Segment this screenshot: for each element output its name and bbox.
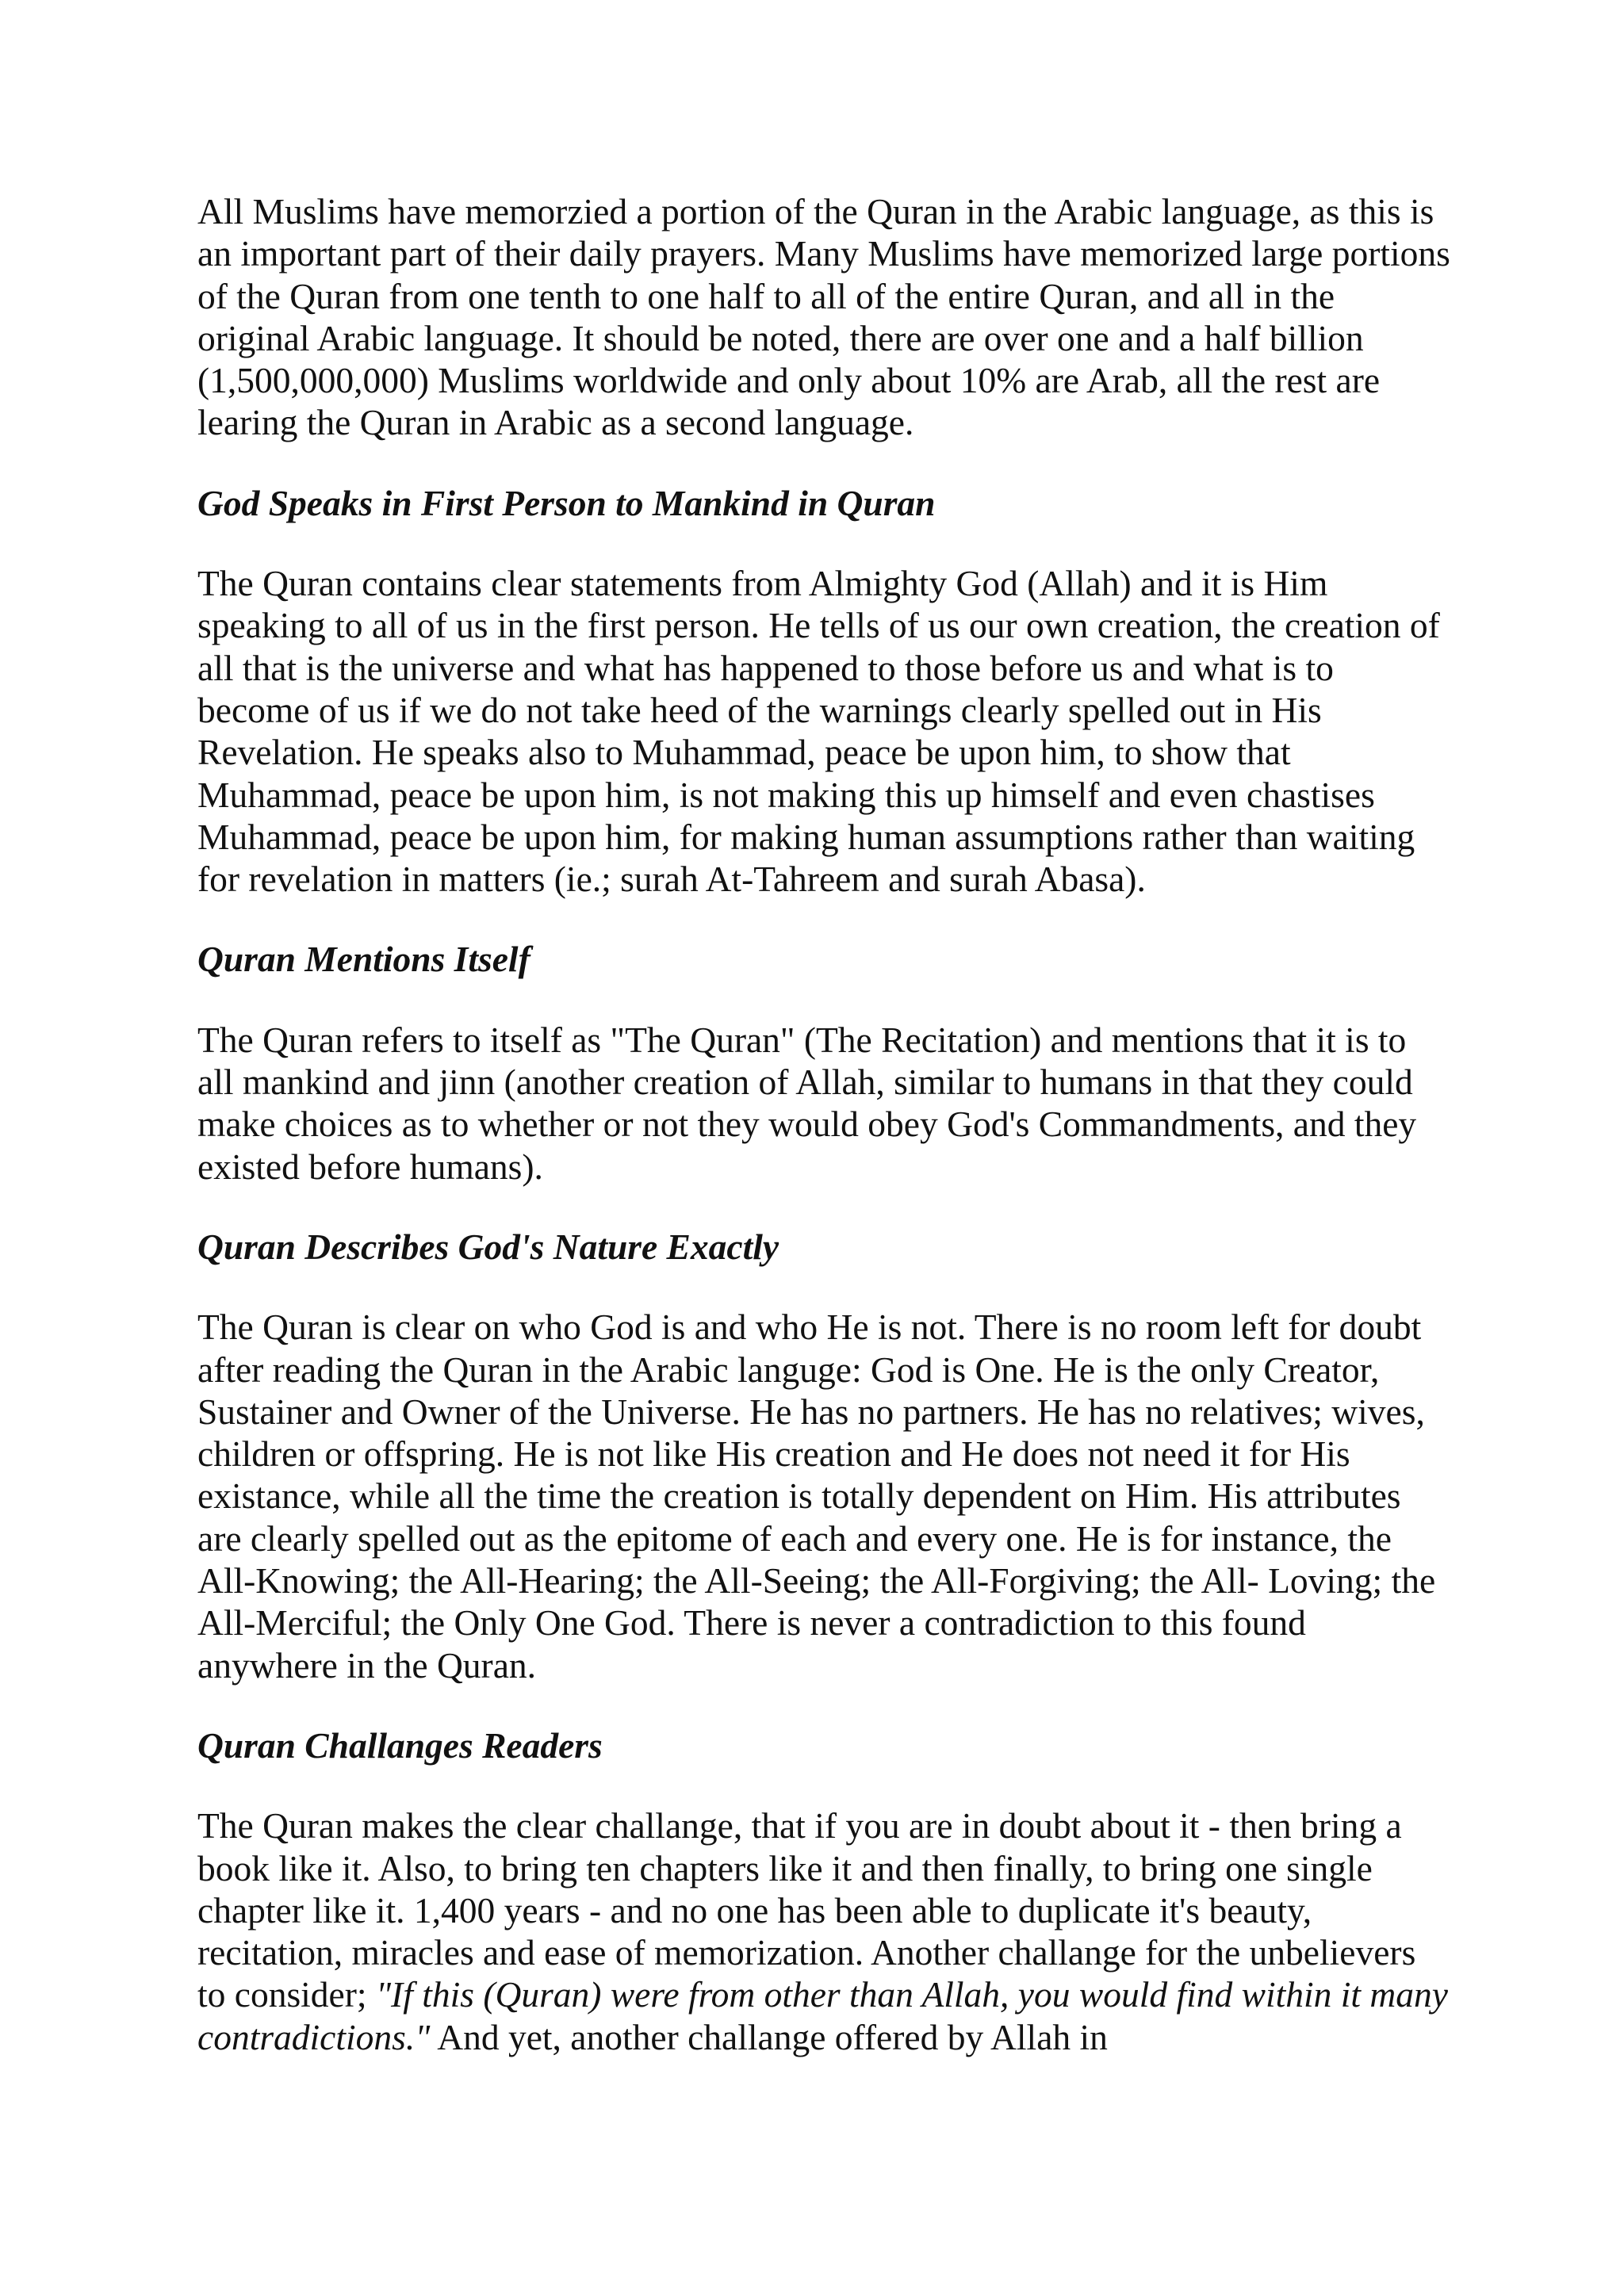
heading-mentions-itself: Quran Mentions Itself (197, 939, 530, 980)
heading-challenges: Quran Challanges Readers (197, 1724, 603, 1766)
paragraph-challenges (197, 1804, 1450, 2058)
paragraph-memorization: All Muslims have memorzied a portion of the Quran in the Arabic language, as this is an important part of their daily prayers. Many Muslims have memorized large portions of the Quran from one tenth to one half to all of the entire Quran, and all in the original Arabic language. It should be noted, there are over one and a half billion (1,500,000,000) Muslims worldwide and only about 10% are Arab, all the rest are learing the Quran in Arabic as a second language. (197, 191, 1450, 443)
challenge-quote: "If this (Quran) were from other than Allah, you would find within it many contradictions." (197, 1974, 1448, 2057)
paragraph-mentions-itself: The Quran refers to itself as "The Quran" (The Recitation) and mentions that it is to all mankind and jinn (another creation of Allah, similar to humans in that they could make choices as to whether or not they would obey God's Commandments, and they existed before humans). (197, 1019, 1417, 1187)
heading-first-person: God Speaks in First Person to Mankind in Quran (197, 482, 936, 523)
paragraph-first-person: The Quran contains clear statements from Almighty God (Allah) and it is Him speaking to all of us in the first person. He tells of us our own creation, the creation of all that is the universe and what has happened to those before us and what is to become of us if we do not take heed of the warnings clearly spelled out in His Revelation. He speaks also to Muhammad, peace be upon him, to show that Muhammad, peace be upon him, is not making this up himself and even chastises Muhammad, peace be upon him, for making human assumptions rather than waiting for revelation in matters (ie.; surah At-Tahreem and surah Abasa). (197, 563, 1440, 900)
challenge-text-after: And yet, another challange offered by Allah in (430, 2016, 1108, 2057)
document-page (197, 190, 1450, 2096)
challenge-text-before: The Quran makes the clear challange, that if you are in doubt about it - then bring a book like it. Also, to bring ten chapters like it and then finally, to bring one single chapter like it. 1,400 years - and no one has been able to duplicate it's beauty, recitation, miracles and ease of memorization. Another challange for the unbelievers to consider; (197, 1805, 1416, 2015)
paragraph-gods-nature: The Quran is clear on who God is and who He is not. There is no room left for doubt after reading the Quran in the Arabic languge: God is One. He is the only Creator, Sustainer and Owner of the Universe. He has no partners. He has no relatives; wives, children or offspring. He is not like His creation and He does not need it for His existance, while all the time the creation is totally dependent on Him. His attributes are clearly spelled out as the epitome of each and every one. He is for instance, the All-Knowing; the All-Hearing; the All-Seeing; the All-Forgiving; the All- Loving; the All-Merciful; the Only One God. There is never a contradiction to this found anywhere in the Quran. (197, 1307, 1436, 1686)
heading-gods-nature: Quran Describes God's Nature Exactly (197, 1226, 779, 1267)
